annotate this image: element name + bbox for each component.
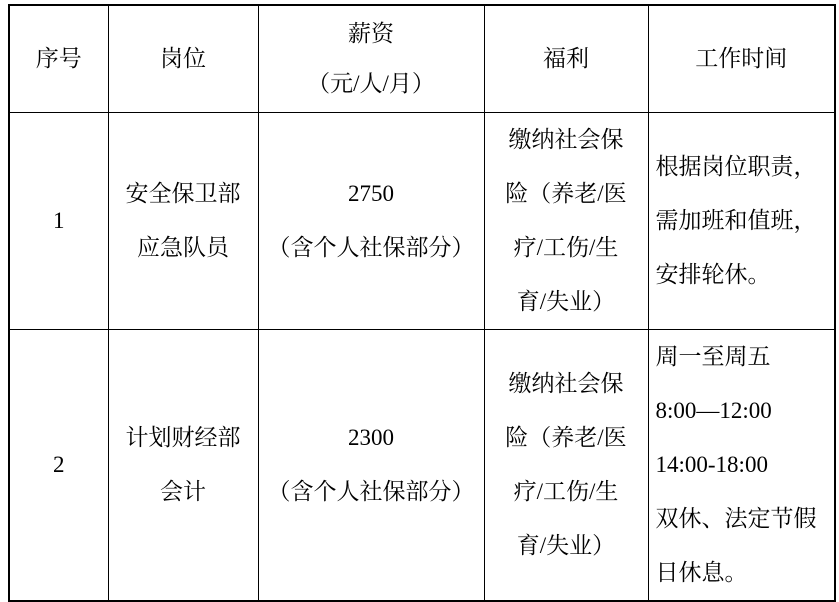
position-line: 计划财经部 [125, 424, 241, 450]
hours-line: 8:00—12:00 [655, 397, 772, 423]
job-postings-table [8, 4, 836, 602]
benefits-line: 疗/工伤/生 [513, 478, 619, 504]
salary-note: （含个人社保部分） [267, 234, 475, 260]
hours-line: 需加班和值班， [655, 207, 817, 233]
cell-position [108, 112, 258, 329]
cell-salary [258, 329, 484, 601]
cell-position [108, 329, 258, 601]
hours-line: 根据岗位职责， [655, 153, 817, 179]
header-position-label: 岗位 [160, 45, 206, 71]
row-number: 2 [53, 451, 65, 477]
cell-hours [648, 329, 835, 601]
hours-line: 日休息。 [655, 559, 748, 585]
header-benefits-label: 福利 [543, 45, 589, 71]
header-salary-label-line: 薪资 [348, 20, 394, 46]
position-line: 应急队员 [137, 234, 229, 260]
row-number: 1 [53, 207, 65, 233]
benefits-line: 缴纳社会保 [508, 126, 624, 152]
salary-amount: 2750 [348, 180, 394, 206]
benefits-line: 育/失业） [516, 532, 616, 558]
header-benefits [484, 5, 648, 112]
hours-line: 双休、法定节假 [655, 505, 817, 531]
hours-line: 14:00-18:00 [655, 451, 768, 477]
cell-benefits [484, 329, 648, 601]
header-salary [258, 5, 484, 112]
table-row [9, 329, 835, 601]
header-hours [648, 5, 835, 112]
benefits-line: 疗/工伤/生 [513, 234, 619, 260]
benefits-line: 育/失业） [516, 288, 616, 314]
cell-benefits [484, 112, 648, 329]
salary-note: （含个人社保部分） [267, 478, 475, 504]
hours-line: 周一至周五 [655, 343, 771, 369]
benefits-line: 险（养老/医 [505, 424, 627, 450]
position-line: 安全保卫部 [125, 180, 241, 206]
table-row [9, 112, 835, 329]
header-no [9, 5, 108, 112]
cell-salary [258, 112, 484, 329]
cell-no [9, 112, 108, 329]
header-hours-label: 工作时间 [695, 45, 788, 71]
cell-no [9, 329, 108, 601]
benefits-line: 缴纳社会保 [508, 370, 624, 396]
header-salary-label-line: （元/人/月） [307, 70, 435, 96]
header-position [108, 5, 258, 112]
cell-hours [648, 112, 835, 329]
hours-line: 安排轮休。 [655, 261, 771, 287]
position-line: 会计 [160, 478, 206, 504]
salary-amount: 2300 [348, 424, 394, 450]
benefits-line: 险（养老/医 [505, 180, 627, 206]
header-row [9, 5, 835, 112]
header-no-label: 序号 [35, 45, 82, 71]
